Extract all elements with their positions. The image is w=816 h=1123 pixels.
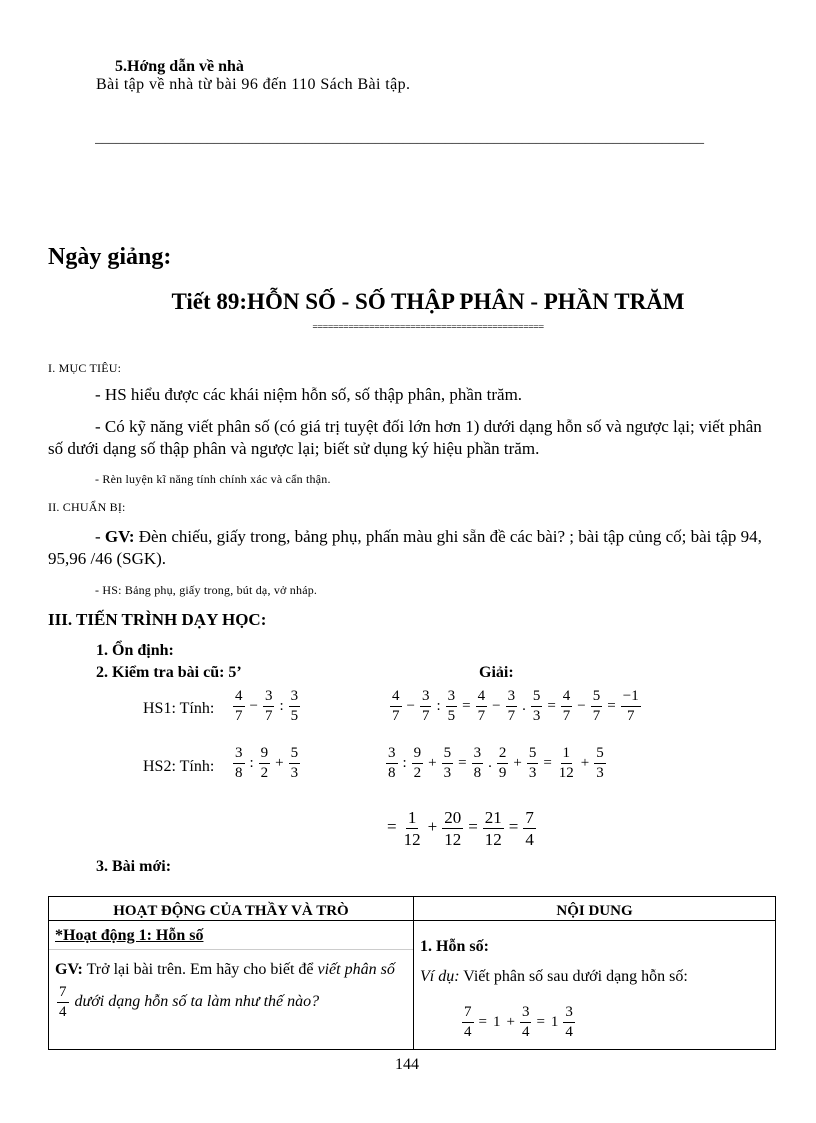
- denominator: 12: [484, 830, 502, 849]
- numerator: 21: [484, 808, 502, 827]
- fraction: [57, 985, 69, 1020]
- numerator: 5: [594, 746, 606, 764]
- math-operator: 1: [492, 1013, 501, 1030]
- fraction: [594, 746, 606, 781]
- fraction: [531, 689, 543, 724]
- fraction: [263, 689, 275, 724]
- denominator: 5: [290, 708, 299, 724]
- denominator: 3: [290, 765, 299, 781]
- header-activities-text: HOẠT ĐỘNG CỦA THẦY VÀ TRÒ: [113, 903, 349, 919]
- numerator: 5: [591, 689, 603, 707]
- date-label: Ngày giảng:: [48, 244, 172, 270]
- denominator: 3: [596, 765, 604, 781]
- hs2-answer-continued: [384, 809, 538, 848]
- numerator: 3: [506, 689, 518, 707]
- math-operator: =: [508, 817, 519, 837]
- table-gv-italic-2: dưới dạng hỗn số ta làm như thế nào?: [70, 992, 320, 1010]
- hs-label: - HS:: [95, 583, 122, 597]
- fraction: [561, 689, 573, 724]
- math-operator: =: [547, 697, 556, 714]
- fraction: [497, 746, 509, 781]
- numerator: 5: [527, 746, 539, 764]
- fraction: [472, 746, 484, 781]
- hs1-answer: [388, 689, 643, 724]
- denominator: 7: [507, 708, 516, 724]
- denominator: 7: [592, 708, 601, 724]
- fraction: [462, 1005, 474, 1040]
- objective-1: - HS hiểu được các khái niệm hỗn số, số thập phân, phần trăm.: [95, 385, 523, 404]
- fraction: [527, 746, 539, 781]
- numerator: 5: [442, 746, 454, 764]
- hs-text: Bảng phụ, giấy trong, bút dạ, vở nháp.: [121, 583, 318, 597]
- left-cell: [49, 921, 414, 1050]
- lesson-title: Tiết 89:HỖN SỐ - SỐ THẬP PHÂN - PHẦN TRĂM: [171, 289, 685, 314]
- math-operator: :: [249, 754, 254, 771]
- denominator: 7: [477, 708, 486, 724]
- gv-fraction: [55, 984, 71, 1020]
- prep-heading: II. CHUẨN BỊ:: [48, 500, 126, 514]
- denominator: 7: [235, 708, 243, 724]
- hs1-label: HS1: Tính:: [143, 700, 215, 717]
- math-operator: −: [492, 697, 501, 714]
- math-operator: +: [428, 754, 437, 771]
- math-operator: +: [580, 754, 590, 771]
- numerator: 4: [561, 689, 573, 707]
- hs2-answer: [384, 746, 608, 781]
- header-content-text: NỘI DUNG: [556, 903, 633, 919]
- step-2: 2. Kiểm tra bài cũ: 5’: [96, 664, 242, 681]
- table-header-content: [414, 897, 776, 921]
- math-operator: +: [513, 754, 522, 771]
- fraction: [520, 1005, 532, 1040]
- fraction: [390, 689, 402, 724]
- fraction: [446, 689, 458, 724]
- numerator: 5: [531, 689, 543, 707]
- numerator: 4: [390, 689, 402, 707]
- numerator: 3: [420, 689, 432, 707]
- denominator: 12: [403, 830, 421, 849]
- denominator: 8: [473, 765, 482, 781]
- numerator: 1: [407, 808, 417, 827]
- fraction: [621, 689, 641, 724]
- fraction: [442, 746, 454, 781]
- math-operator: +: [275, 754, 284, 771]
- gv-label: GV:: [104, 527, 135, 546]
- objective-3: - Rèn luyện kĩ năng tính chính xác và cẩn thận.: [95, 472, 331, 486]
- denominator: 7: [264, 708, 273, 724]
- hs2-label: HS2: Tính:: [143, 758, 215, 775]
- numerator: 3: [263, 689, 275, 707]
- denominator: 12: [558, 765, 574, 781]
- activity-table: [48, 896, 776, 1050]
- denominator: 4: [525, 830, 534, 849]
- math-operator: −: [406, 697, 415, 714]
- fraction: [233, 746, 245, 781]
- example-math: [460, 1005, 577, 1040]
- fraction: [557, 746, 576, 781]
- fraction: [483, 809, 504, 848]
- fraction: [412, 746, 424, 781]
- math-operator: =: [607, 697, 616, 714]
- numerator: 3: [386, 746, 398, 764]
- numerator: 7: [57, 985, 69, 1003]
- example-label: Ví dụ:: [420, 968, 460, 985]
- numerator: 7: [525, 808, 534, 827]
- numerator: 3: [563, 1005, 575, 1023]
- denominator: 3: [532, 708, 541, 724]
- denominator: 12: [444, 830, 462, 849]
- denominator: 8: [388, 765, 396, 781]
- right-cell: [414, 921, 776, 1050]
- fraction: [386, 746, 398, 781]
- denominator: 7: [421, 708, 430, 724]
- math-operator: =: [478, 1013, 487, 1030]
- denominator: 3: [528, 765, 537, 781]
- math-operator: .: [488, 754, 492, 771]
- numerator: 3: [446, 689, 458, 707]
- homework-heading: 5.Hớng dẫn về nhà: [115, 58, 244, 75]
- fraction: [523, 809, 536, 848]
- fraction: [476, 689, 488, 724]
- step-1: 1. Ổn định:: [96, 642, 174, 659]
- fraction: [420, 689, 432, 724]
- denominator: 4: [59, 1004, 67, 1020]
- fraction: [442, 809, 463, 848]
- numerator: 3: [472, 746, 484, 764]
- hs1-question: [231, 689, 302, 724]
- math-operator: =: [543, 754, 552, 771]
- denominator: 4: [464, 1024, 472, 1040]
- numerator: 3: [520, 1005, 532, 1023]
- fraction: [259, 746, 271, 781]
- table-gv-italic-1: viết phân số: [317, 961, 395, 978]
- math-operator: =: [387, 817, 397, 837]
- math-operator: .: [522, 697, 526, 714]
- numerator: 7: [462, 1005, 474, 1023]
- denominator: 2: [260, 765, 269, 781]
- math-operator: =: [468, 817, 478, 837]
- table-gv-text: Trở lại bài trên. Em hãy cho biết để: [82, 961, 318, 978]
- numerator: 1: [561, 746, 573, 764]
- page-number: 144: [395, 1056, 419, 1073]
- denominator: 3: [443, 765, 452, 781]
- activity-heading: *Hoạt động 1: Hỗn số: [55, 927, 204, 944]
- example-line: [420, 968, 688, 986]
- activity-heading-row: [49, 921, 413, 950]
- fraction: [591, 689, 603, 724]
- gv-text: Đèn chiếu, giấy trong, bảng phụ, phấn màu ghi sẵn đề các bài? ; bài tập củng cố; bài tập 94, 95,96 /46 (SGK).: [48, 527, 762, 568]
- denominator: 7: [392, 708, 400, 724]
- homework-rule: _______________________________________________________________________________________: [95, 131, 704, 146]
- math-operator: =: [462, 697, 471, 714]
- numerator: 3: [289, 689, 301, 707]
- denominator: 7: [562, 708, 571, 724]
- math-operator: :: [402, 754, 407, 771]
- numerator: 4: [233, 689, 245, 707]
- math-operator: =: [536, 1013, 545, 1030]
- numerator: 9: [412, 746, 424, 764]
- math-operator: +: [427, 817, 438, 837]
- section-hon-so: 1. Hỗn số:: [420, 938, 489, 955]
- step-3: 3. Bài mới:: [96, 858, 172, 875]
- table-gv-label: GV:: [55, 961, 83, 978]
- denominator: 8: [235, 765, 243, 781]
- denominator: 2: [413, 765, 422, 781]
- math-operator: −: [577, 697, 586, 714]
- example-text: Viết phân số sau dưới dạng hỗn số:: [459, 968, 688, 985]
- fraction: [402, 809, 423, 848]
- math-operator: −: [249, 697, 258, 714]
- homework-line: Bài tập về nhà từ bài 96 đến 110 Sách Bài tập.: [96, 76, 411, 93]
- denominator: 4: [565, 1024, 573, 1040]
- fraction: [289, 689, 301, 724]
- objective-2: - Có kỹ năng viết phân số (có giá trị tuyệt đối lớn hơn 1) dưới dạng hỗn số và ngược lại; viết phân số dưới dạng số thập phân và ngược lại; biết sử dụng ký hiệu phần trăm.: [48, 417, 762, 458]
- denominator: 9: [498, 765, 507, 781]
- fraction: [289, 746, 301, 781]
- denominator: 4: [521, 1024, 530, 1040]
- numerator: −1: [621, 689, 641, 707]
- solution-label: Giải:: [479, 664, 514, 681]
- prep-hs: [95, 583, 317, 598]
- numerator: 4: [476, 689, 488, 707]
- gv-question: [49, 950, 413, 1020]
- math-operator: :: [279, 697, 284, 714]
- numerator: 3: [233, 746, 245, 764]
- table-header-activities: [49, 897, 414, 921]
- denominator: 5: [447, 708, 456, 724]
- numerator: 5: [289, 746, 301, 764]
- denominator: 7: [626, 708, 635, 724]
- prep-gv: - GV: Đèn chiếu, giấy trong, bảng phụ, phấn màu ghi sẵn đề các bài? ; bài tập củng cố; bài tập 94, 95,96 /46 (SGK).: [48, 527, 762, 568]
- fraction: [563, 1005, 575, 1040]
- process-heading: III. TIẾN TRÌNH DẠY HỌC:: [48, 610, 267, 629]
- math-operator: :: [436, 697, 441, 714]
- hs2-question: [231, 746, 302, 781]
- fraction: [233, 689, 245, 724]
- math-operator: +: [506, 1013, 515, 1030]
- math-operator: 1: [550, 1013, 559, 1030]
- title-rule: =============================================: [312, 322, 544, 333]
- numerator: 2: [497, 746, 509, 764]
- numerator: 20: [444, 808, 462, 827]
- numerator: 9: [259, 746, 271, 764]
- fraction: [506, 689, 518, 724]
- math-operator: =: [458, 754, 467, 771]
- objectives-heading: I. MỤC TIÊU:: [48, 361, 122, 375]
